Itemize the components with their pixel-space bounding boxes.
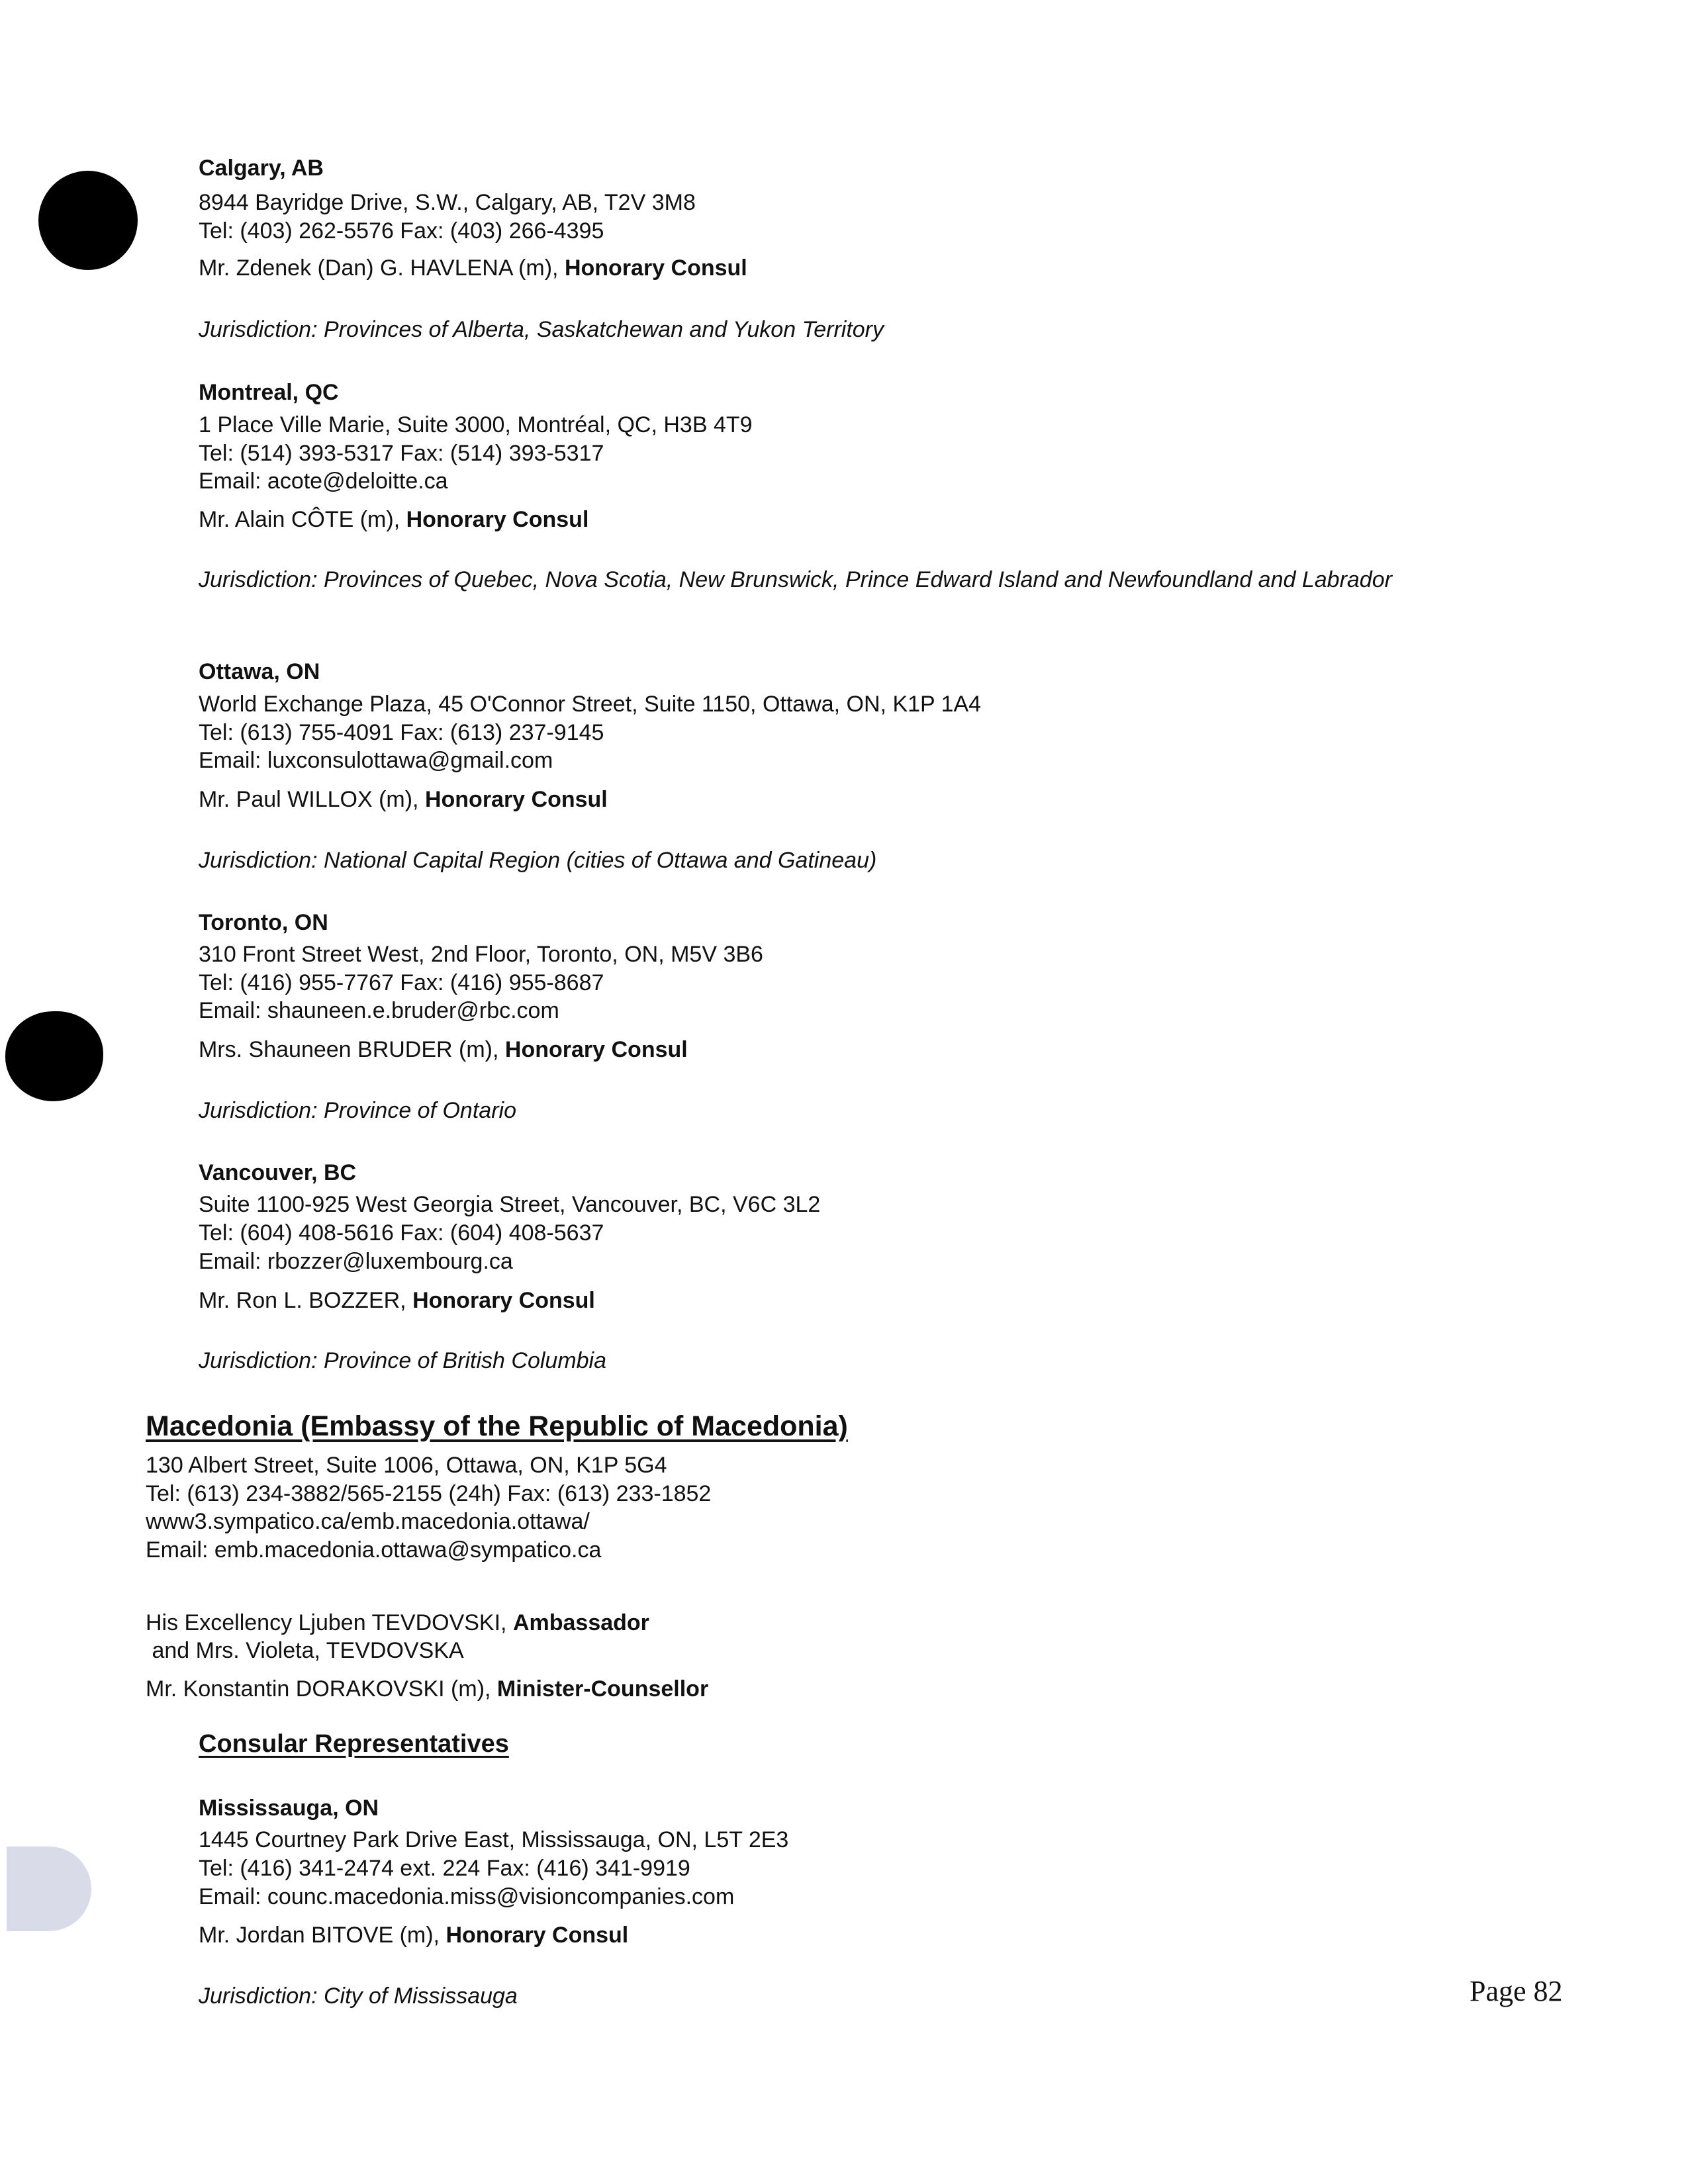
consul-name: Mrs. Shauneen BRUDER (m), (199, 1037, 505, 1062)
consulate-email: Email: acote@deloitte.ca (199, 469, 448, 494)
consulate-city-toronto: Toronto, ON (199, 910, 328, 935)
jurisdiction: Jurisdiction: City of Mississauga (199, 1983, 518, 2009)
jurisdiction: Jurisdiction: Province of British Columbia (199, 1348, 607, 1373)
consul-title: Honorary Consul (564, 255, 747, 281)
consulate-address: 310 Front Street West, 2nd Floor, Toronto, ON, M5V 3B6 (199, 942, 763, 967)
consulate-phone: Tel: (514) 393-5317 Fax: (514) 393-5317 (199, 441, 604, 466)
consul-title: Honorary Consul (412, 1288, 595, 1313)
consulate-email: Email: luxconsulottawa@gmail.com (199, 748, 553, 773)
country-heading: Macedonia (Embassy of the Republic of Macedonia) (146, 1410, 848, 1442)
punch-hole-middle (5, 1011, 103, 1101)
jurisdiction: Jurisdiction: National Capital Region (cities of Ottawa and Gatineau) (199, 848, 877, 873)
consulate-address: 1 Place Ville Marie, Suite 3000, Montréal, QC, H3B 4T9 (199, 412, 753, 437)
consul-name: Mr. Paul WILLOX (m), (199, 787, 425, 812)
consul-name-line (199, 506, 588, 533)
consul-title: Honorary Consul (406, 507, 589, 532)
consulate-phone: Tel: (613) 755-4091 Fax: (613) 237-9145 (199, 720, 604, 745)
staff-name: His Excellency Ljuben TEVDOVSKI, (146, 1610, 513, 1635)
consulate-email: Email: counc.macedonia.miss@visioncompanies.com (199, 1884, 735, 1909)
consulate-city-vancouver: Vancouver, BC (199, 1160, 357, 1185)
staff-line (146, 1676, 708, 1702)
page-number: Page 82 (1470, 1975, 1563, 2007)
consul-title: Honorary Consul (504, 1037, 688, 1062)
staff-line (146, 1610, 649, 1636)
jurisdiction: Jurisdiction: Provinces of Alberta, Saskatchewan and Yukon Territory (199, 317, 884, 342)
consulate-city-montreal: Montreal, QC (199, 380, 339, 405)
embassy-address: 130 Albert Street, Suite 1006, Ottawa, ON, K1P 5G4 (146, 1453, 667, 1478)
consul-name-line (199, 786, 608, 813)
consulate-city-mississauga: Mississauga, ON (199, 1796, 379, 1821)
consul-name-line (199, 1287, 595, 1314)
consul-title: Honorary Consul (424, 787, 608, 812)
consulate-phone: Tel: (403) 262-5576 Fax: (403) 266-4395 (199, 218, 604, 244)
binder-tab-mark (7, 1846, 91, 1931)
consul-name-line (199, 255, 747, 281)
consulate-email: Email: shauneen.e.bruder@rbc.com (199, 998, 559, 1023)
staff-line (146, 1637, 464, 1664)
consul-name-line (199, 1922, 628, 1948)
embassy-phone: Tel: (613) 234-3882/565-2155 (24h) Fax: (613) 233-1852 (146, 1481, 712, 1506)
consulate-address: 1445 Courtney Park Drive East, Mississauga, ON, L5T 2E3 (199, 1827, 789, 1852)
consul-title: Honorary Consul (445, 1923, 629, 1948)
consul-name: Mr. Jordan BITOVE (m), (199, 1923, 446, 1948)
staff-name: Mr. Konstantin DORAKOVSKI (m), (146, 1676, 497, 1702)
consulate-address: 8944 Bayridge Drive, S.W., Calgary, AB, T2V 3M8 (199, 190, 696, 215)
consulate-email: Email: rbozzer@luxembourg.ca (199, 1249, 513, 1274)
consulate-city-ottawa: Ottawa, ON (199, 659, 320, 684)
jurisdiction: Jurisdiction: Provinces of Quebec, Nova Scotia, New Brunswick, Prince Edward Island and Newfoundland and Labrador (199, 567, 1392, 592)
consulate-phone: Tel: (416) 955-7767 Fax: (416) 955-8687 (199, 970, 604, 995)
jurisdiction: Jurisdiction: Province of Ontario (199, 1098, 516, 1123)
punch-hole-top (38, 171, 138, 270)
embassy-email: Email: emb.macedonia.ottawa@sympatico.ca (146, 1537, 602, 1563)
consul-name: Mr. Zdenek (Dan) G. HAVLENA (m), (199, 255, 565, 281)
consul-name-line (199, 1036, 688, 1063)
consulate-phone: Tel: (416) 341-2474 ext. 224 Fax: (416) 341-9919 (199, 1856, 690, 1881)
staff-title: Minister-Counsellor (496, 1676, 709, 1702)
staff-name: and Mrs. Violeta, TEVDOVSKA (146, 1638, 464, 1663)
consular-representatives-heading: Consular Representatives (199, 1730, 509, 1758)
consulate-address: Suite 1100-925 West Georgia Street, Vancouver, BC, V6C 3L2 (199, 1192, 821, 1217)
embassy-website: www3.sympatico.ca/emb.macedonia.ottawa/ (146, 1509, 590, 1534)
staff-title: Ambassador (512, 1610, 649, 1635)
consulate-city-calgary: Calgary, AB (199, 156, 324, 181)
consul-name: Mr. Ron L. BOZZER, (199, 1288, 413, 1313)
consul-name: Mr. Alain CÔTE (m), (199, 507, 406, 532)
consulate-address: World Exchange Plaza, 45 O'Connor Street, Suite 1150, Ottawa, ON, K1P 1A4 (199, 692, 982, 717)
consulate-phone: Tel: (604) 408-5616 Fax: (604) 408-5637 (199, 1220, 604, 1246)
